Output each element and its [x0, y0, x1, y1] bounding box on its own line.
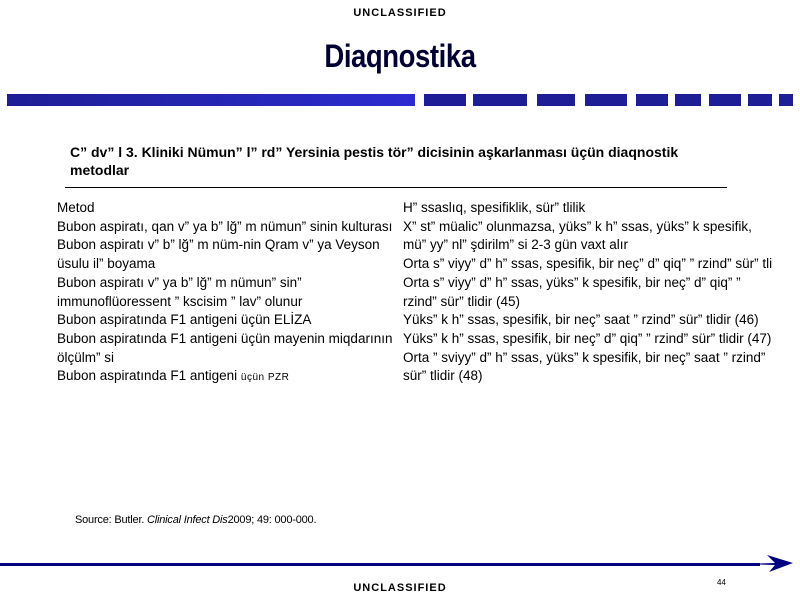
table-caption: C” dv” l 3. Kliniki Nümun” l” rd” Yersinia pestis tör” dicisinin aşkarlanması üçün diaqnostik metodlar — [70, 144, 679, 178]
source-journal: Clinical Infect Dis — [147, 514, 228, 526]
sensitivity-item: Orta s” viyy” d” h” ssas, yüks” k spesifik, bir neç” d” qiq” ” rzind” sür” tlidir (45) — [403, 274, 741, 309]
caption-rule — [65, 187, 727, 188]
slide-title: Diaqnostika — [324, 38, 476, 74]
classification-bottom: UNCLASSIFIED — [353, 582, 447, 594]
sensitivity-column — [403, 199, 773, 386]
header-bar-segment — [537, 94, 575, 106]
header-bar-segment — [709, 94, 741, 106]
sensitivity-item: Yüks” k h” ssas, spesifik, bir neç” saat ” rzind” sür” tlidir (46) — [403, 312, 759, 328]
header-bar-segment — [585, 94, 627, 106]
source-prefix: Source: Butler. — [75, 514, 148, 526]
page-number: 44 — [717, 578, 726, 587]
footer-line — [0, 563, 760, 566]
header-bar — [7, 94, 793, 106]
header-bar-segment — [636, 94, 668, 106]
method-column — [57, 199, 397, 388]
method-item: Bubon aspiratında F1 antigeni üçün mayenin miqdarının ölçülm” si — [57, 330, 393, 365]
header-bar-segment — [424, 94, 466, 106]
sensitivity-item: Orta ” sviyy” d” h” ssas, yüks” k spesifik, bir neç” saat ” rzind” sür” tlidir (48) — [403, 349, 766, 384]
method-header: Metod — [57, 200, 95, 215]
header-bar-long-segment — [7, 94, 415, 106]
method-item: Bubon aspiratı v” b” lğ” m nüm-nin Qram v” ya Veyson üsulu il” boyama — [57, 237, 380, 272]
sensitivity-item: Orta s” viyy” d” h” ssas, spesifik, bir neç” d” qiq” ” rzind” sür” tli — [403, 256, 773, 272]
sensitivity-item: X” st” müalic” olunmazsa, yüks” k h” ssas, yüks” k spesifik, mü” yy” nl” şdirilm” si 2-3 gün vaxt alır — [403, 218, 752, 253]
method-item: Bubon aspiratı, qan v” ya b” lğ” m nümun” sinin kulturası — [57, 218, 393, 234]
classification-top: UNCLASSIFIED — [353, 7, 447, 19]
source-citation — [75, 514, 316, 526]
sensitivity-header: H” ssaslıq, spesifiklik, sür” tlilik — [403, 200, 586, 215]
method-item: Bubon aspiratında F1 antigeni üçün ELİZA — [57, 312, 312, 328]
source-citation-text: 2009; 49: 000-000. — [227, 514, 317, 526]
sensitivity-item: Yüks” k h” ssas, spesifik, bir neç” d” qiq” ” rzind” sür” tlidir (47) — [403, 330, 772, 346]
header-bar-segment — [675, 94, 701, 106]
method-item-small: üçün PZR — [240, 372, 290, 384]
header-bar-segment — [473, 94, 527, 106]
method-item — [57, 367, 397, 388]
method-item-text: Bubon aspiratında F1 antigeni — [57, 368, 241, 384]
arrow-icon — [745, 553, 793, 573]
header-bar-segment — [748, 94, 772, 106]
header-bar-segment — [779, 94, 793, 106]
method-item: Bubon aspiratı v” ya b” lğ” m nümun” sin” immunoflüoressent ” kscisim ” lav” olunur — [57, 274, 303, 309]
